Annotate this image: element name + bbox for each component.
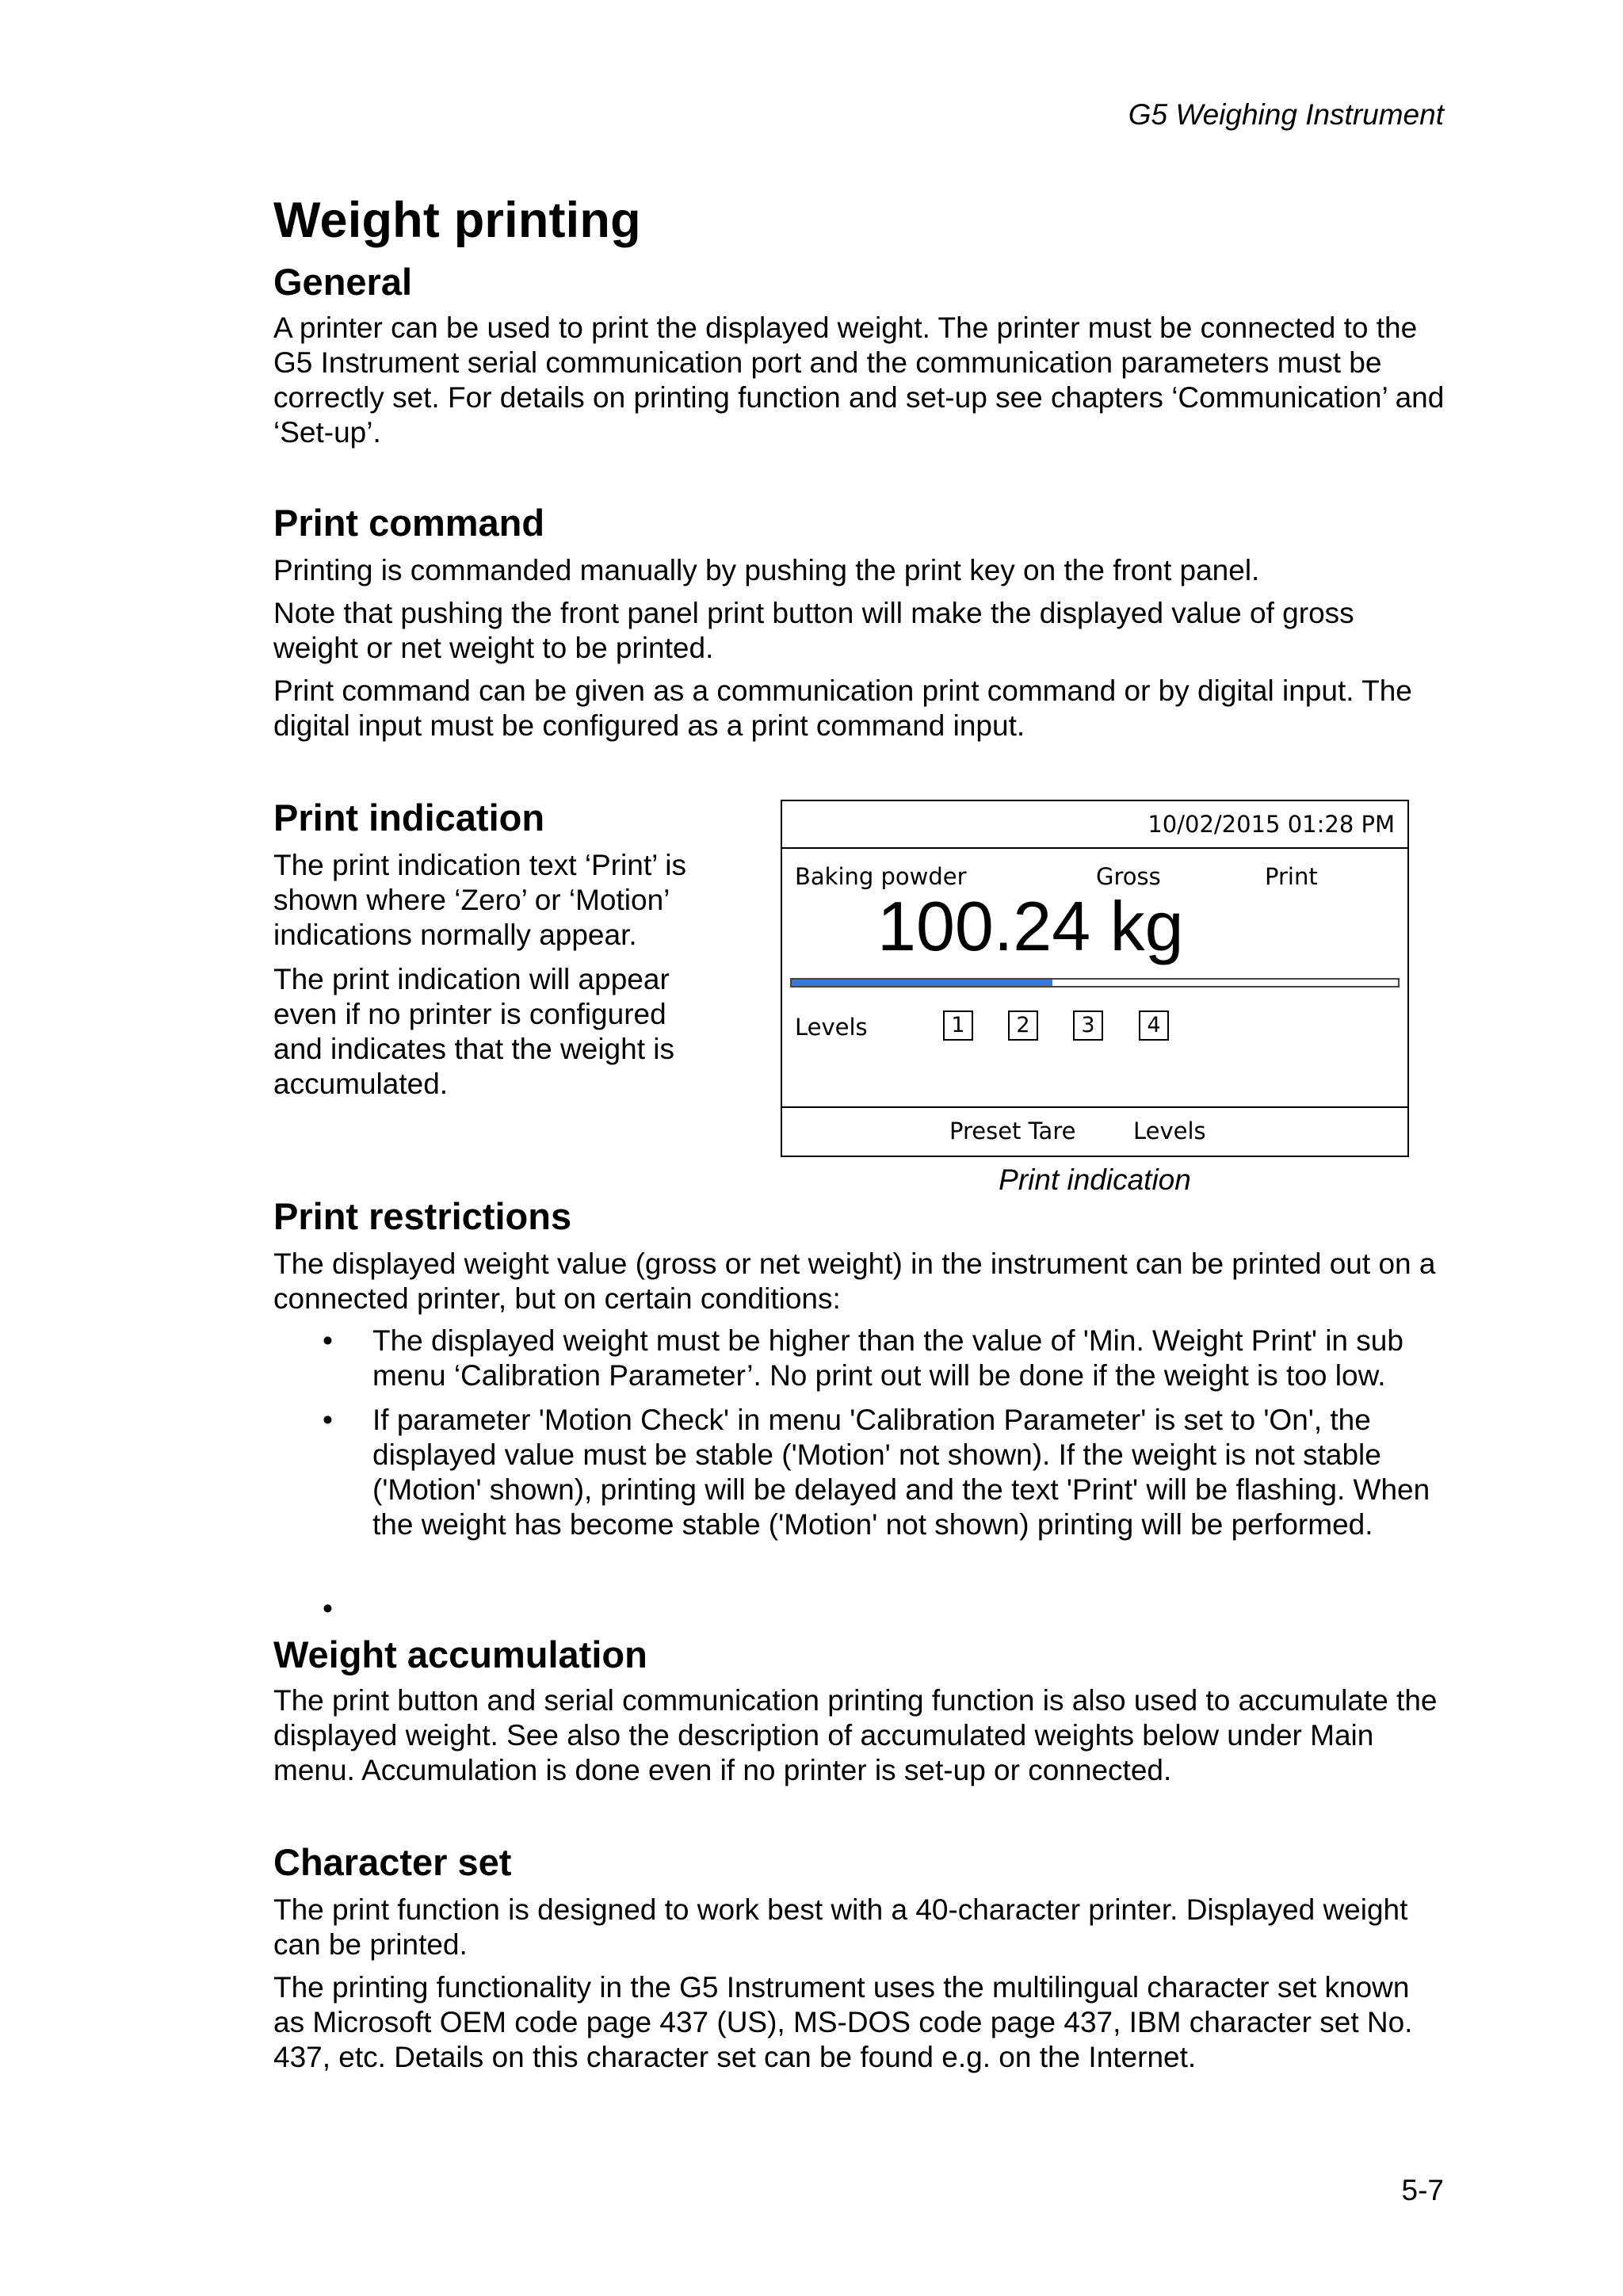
paragraph-character-set-1: The print function is designed to work best with a 40-character printer. Displayed weight can be printed.: [273, 1893, 1408, 1961]
paragraph-print-command-3: Print command can be given as a communication print command or by digital input. The digital input must be configured as a print command input.: [273, 674, 1412, 742]
display-levels-label: Levels: [795, 1014, 868, 1041]
heading-print-command: Print command: [273, 502, 545, 544]
paragraph-print-command-2: Note that pushing the front panel print button will make the displayed value of gross weight or net weight to be printed.: [273, 597, 1354, 664]
level-box-4: 4: [1139, 1010, 1169, 1041]
display-datetime: 10/02/2015 01:28 PM: [782, 801, 1407, 849]
softkey-preset-tare: Preset Tare: [949, 1117, 1076, 1144]
display-mode: Gross: [1096, 863, 1161, 890]
display-progress-fill: [792, 980, 1052, 986]
list-item: • If parameter 'Motion Check' in menu 'Calibration Parameter' is set to 'On', the displayed value must be stable ('Motion' not shown). If the weight is not stable ('Motion' shown), printing will be delayed and the text 'Print' will be flashing. When the weight has become stable ('Motion' not shown) printing will be performed.: [273, 1403, 1445, 1542]
heading-general: General: [273, 261, 413, 303]
figure-caption: Print indication: [999, 1163, 1191, 1196]
heading-character-set: Character set: [273, 1841, 512, 1883]
paragraph-print-restrictions: The displayed weight value (gross or net weight) in the instrument can be printed out on a connected printer, but on certain conditions:: [273, 1247, 1436, 1315]
restrictions-list: [273, 1324, 1445, 1552]
page-title: Weight printing: [273, 193, 641, 248]
level-box-2: 2: [1008, 1010, 1038, 1041]
empty-bullet-marker: •: [323, 1592, 333, 1625]
paragraph-print-indication-2: The print indication will appear even if no printer is configured and indicates that the weight is accumulated.: [273, 963, 674, 1100]
heading-print-restrictions: Print restrictions: [273, 1195, 572, 1237]
level-box-1: 1: [943, 1010, 973, 1041]
page-header-title: G5 Weighing Instrument: [1128, 98, 1444, 131]
instrument-display-figure: [781, 800, 1409, 1157]
display-product-name: Baking powder: [795, 863, 967, 890]
display-print-indicator: Print: [1265, 863, 1318, 890]
heading-print-indication: Print indication: [273, 797, 545, 839]
paragraph-print-indication-1: The print indication text ‘Print’ is shown where ‘Zero’ or ‘Motion’ indications normally appear.: [273, 849, 686, 951]
paragraph-print-command-1: Printing is commanded manually by pushing the print key on the front panel.: [273, 554, 1260, 586]
page-number: 5-7: [1401, 2174, 1444, 2206]
softkey-levels: Levels: [1133, 1117, 1206, 1144]
list-item: • The displayed weight must be higher than the value of 'Min. Weight Print' in sub menu ‘Calibration Parameter’. No print out will be done if the weight is too low.: [273, 1324, 1445, 1393]
level-box-3: 3: [1073, 1010, 1103, 1041]
display-weight-value: 100.24 kg: [877, 887, 1184, 965]
heading-weight-accumulation: Weight accumulation: [273, 1633, 647, 1675]
paragraph-weight-accumulation: The print button and serial communication printing function is also used to accumulate the displayed weight. See also the description of accumulated weights below under Main menu. Accumulation is done even if no printer is set-up or connected.: [273, 1684, 1438, 1786]
display-progress-bar: [790, 978, 1400, 988]
paragraph-character-set-2: The printing functionality in the G5 Instrument uses the multilingual character set known as Microsoft OEM code page 437 (US), MS-DOS code page 437, IBM character set No. 437, etc. Details on this character set can be found e.g. on the Internet.: [273, 1971, 1413, 2073]
paragraph-general: A printer can be used to print the displayed weight. The printer must be connected to the G5 Instrument serial communication port and the communication parameters must be correctly set. For details on printing function and set-up see chapters ‘Communication’ and ‘Set-up’.: [273, 311, 1445, 449]
display-softkey-bar: [782, 1106, 1407, 1156]
